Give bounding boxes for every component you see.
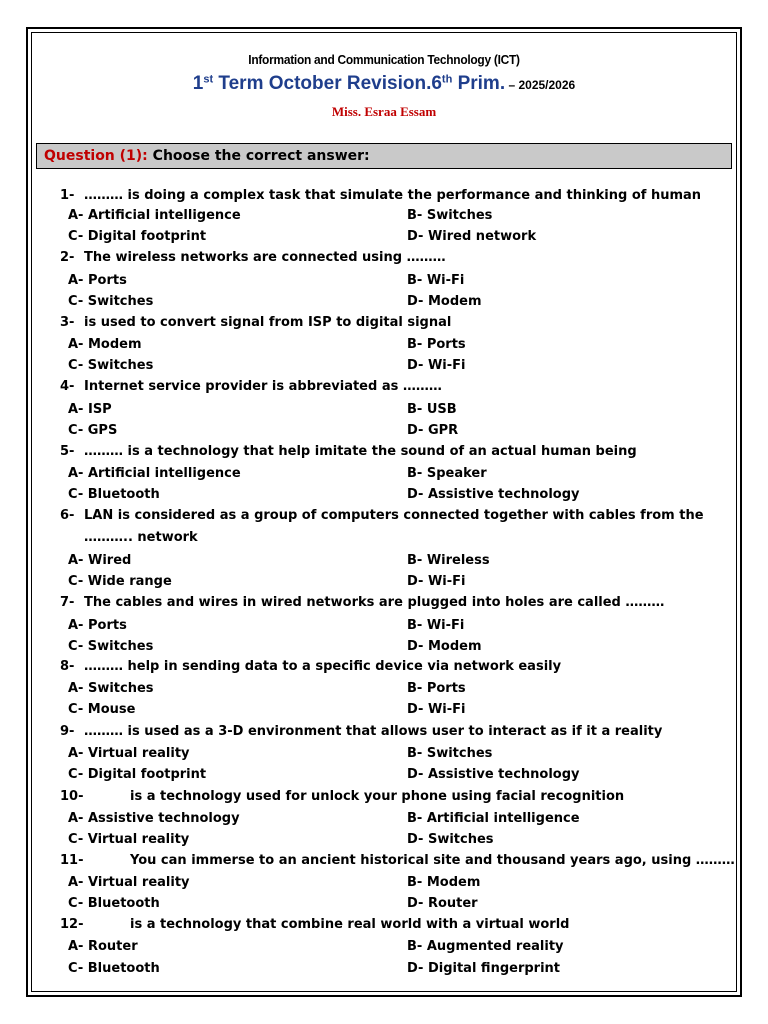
question-number-label: 7- (60, 595, 75, 610)
option-b: B- Ports (407, 337, 466, 352)
option-c: C- Switches (68, 294, 154, 309)
option-b: B- Modem (407, 875, 481, 890)
question-stem: ……… is doing a complex task that simulate the performance and thinking of human (84, 188, 702, 203)
option-d: D- Wi-Fi (407, 574, 466, 589)
page-title (0, 73, 768, 95)
question-stem: The cables and wires in wired networks are plugged into holes are called ……… (84, 595, 665, 610)
option-c: C- Mouse (68, 702, 136, 717)
option-c: C- Switches (68, 358, 154, 373)
option-b: B- Wi-Fi (407, 273, 465, 288)
option-a: A- Ports (68, 273, 127, 288)
option-b: B- Artificial intelligence (407, 811, 580, 826)
option-d: D- Digital fingerprint (407, 961, 560, 976)
option-a: A- Virtual reality (68, 875, 190, 890)
question-number-label: 11- (60, 853, 84, 868)
option-c: C- Bluetooth (68, 896, 160, 911)
option-d: D- Modem (407, 294, 482, 309)
option-c: C- Switches (68, 639, 154, 654)
question-stem: LAN is considered as a group of computers connected together with cables from the (84, 508, 704, 523)
question-stem: You can immerse to an ancient historical site and thousand years ago, using ……… (130, 853, 735, 868)
option-d: D- Wi-Fi (407, 702, 466, 717)
question-stem: is used to convert signal from ISP to digital signal (84, 315, 452, 330)
option-a: A- Artificial intelligence (68, 466, 241, 481)
title-prefix: 1 (192, 73, 204, 94)
title-sup-st: st (203, 73, 214, 86)
option-c: C- GPS (68, 423, 118, 438)
question-stem: The wireless networks are connected using ……… (84, 250, 446, 265)
option-d: D- Wi-Fi (407, 358, 466, 373)
option-b: B- Switches (407, 208, 493, 223)
option-d: D- Router (407, 896, 478, 911)
option-b: B- USB (407, 402, 457, 417)
question-stem: is a technology that combine real world with a virtual world (130, 917, 570, 932)
option-a: A- Artificial intelligence (68, 208, 241, 223)
option-a: A- Switches (68, 681, 154, 696)
option-c: C- Digital footprint (68, 767, 207, 782)
title-mid: Term October Revision. (213, 73, 432, 94)
option-a: A- ISP (68, 402, 112, 417)
option-b: B- Wi-Fi (407, 618, 465, 633)
option-d: D- Switches (407, 832, 494, 847)
option-c: C- Virtual reality (68, 832, 190, 847)
question-number-label: 2- (60, 250, 75, 265)
question-number: Question (1): (44, 148, 148, 164)
title-prim: Prim. (452, 73, 506, 94)
question-number-label: 9- (60, 724, 75, 739)
question-number-label: 1- (60, 188, 75, 203)
question-stem: ……… help in sending data to a specific device via network easily (84, 659, 562, 674)
option-b: B- Ports (407, 681, 466, 696)
question-number-label: 12- (60, 917, 84, 932)
teacher-name: Miss. Esraa Essam (331, 104, 437, 119)
option-d: D- Assistive technology (407, 487, 580, 502)
question-number-label: 5- (60, 444, 75, 459)
question-number-label: 4- (60, 379, 75, 394)
option-a: A- Router (68, 939, 138, 954)
option-a: A- Assistive technology (68, 811, 240, 826)
option-c: C- Digital footprint (68, 229, 207, 244)
option-c: C- Bluetooth (68, 961, 160, 976)
option-d: D- Modem (407, 639, 482, 654)
question-number-label: 8- (60, 659, 75, 674)
option-a: A- Ports (68, 618, 127, 633)
option-d: D- GPR (407, 423, 459, 438)
subject-heading: Information and Communication Technology (ICT) (248, 52, 520, 67)
option-d: D- Wired network (407, 229, 537, 244)
option-a: A- Virtual reality (68, 746, 190, 761)
question-stem-continued: ……….. network (84, 530, 198, 545)
option-a: A- Wired (68, 553, 132, 568)
option-d: D- Assistive technology (407, 767, 580, 782)
question-number-label: 10- (60, 789, 84, 804)
title-num: 6 (431, 73, 442, 94)
title-sup-th: th (441, 73, 453, 86)
option-b: B- Wireless (407, 553, 490, 568)
question-stem: ……… is a technology that help imitate the sound of an actual human being (84, 444, 637, 459)
option-c: C- Wide range (68, 574, 172, 589)
question-header (36, 143, 732, 169)
question-stem: Internet service provider is abbreviated as ……… (84, 379, 442, 394)
option-b: B- Speaker (407, 466, 487, 481)
question-instruction: Choose the correct answer: (147, 148, 370, 164)
title-year: – 2025/2026 (505, 78, 576, 92)
option-c: C- Bluetooth (68, 487, 160, 502)
option-a: A- Modem (68, 337, 142, 352)
question-stem: ……… is used as a 3-D environment that allows user to interact as if it a reality (84, 724, 663, 739)
option-b: B- Switches (407, 746, 493, 761)
question-stem: is a technology used for unlock your phone using facial recognition (130, 789, 625, 804)
option-b: B- Augmented reality (407, 939, 564, 954)
question-number-label: 6- (60, 508, 75, 523)
question-number-label: 3- (60, 315, 75, 330)
